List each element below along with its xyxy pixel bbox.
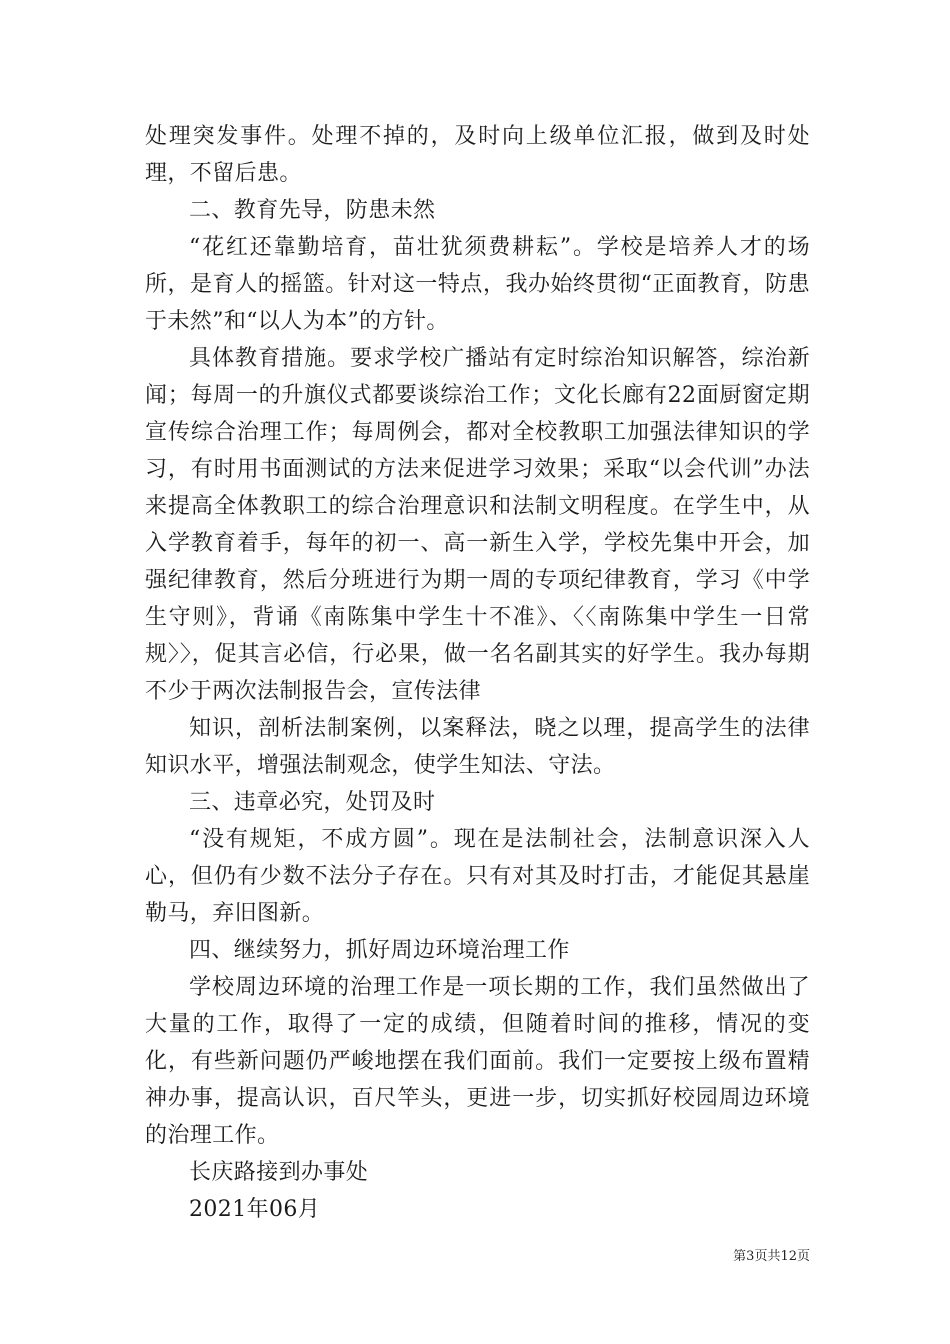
page-number: 第3页共12页 (733, 1249, 810, 1264)
paragraph-intro-continuation: 处理突发事件。处理不掉的，及时向上级单位汇报，做到及时处理，不留后患。 (145, 124, 810, 186)
paragraph-enforcement: “没有规矩，不成方圆”。现在是法制社会，法制意识深入人心，但仍有少数不法分子存在。只有对其及时打击，才能促其悬崖勒马，弃旧图新。 (145, 827, 810, 926)
section-heading-education: 二、教育先导，防患未然 (189, 198, 436, 223)
paragraph-education-intro: “花红还靠勤培育，苗壮犹须费耕耘”。学校是培养人才的场所，是育人的摇篮。针对这一特点，我办始终贯彻“正面教育，防患于未然”和“以人为本”的方针。 (145, 235, 810, 334)
signature-office: 长庆路接到办事处 (189, 1160, 369, 1185)
signature-date: 2021年06月 (189, 1197, 321, 1222)
document-body (145, 118, 810, 1228)
section-heading-enforcement: 三、违章必究，处罚及时 (189, 790, 436, 815)
section-heading-continue: 四、继续努力，抓好周边环境治理工作 (189, 938, 570, 963)
paragraph-continue: 学校周边环境的治理工作是一项长期的工作，我们虽然做出了大量的工作，取得了一定的成绩，但随着时间的推移，情况的变化，有些新问题仍严峻地摆在我们面前。我们一定要按上级布置精神办事，提高认识，百尺竿头，更进一步，切实抓好校园周边环境的治理工作。 (145, 975, 810, 1148)
paragraph-education-measures: 具体教育措施。要求学校广播站有定时综治知识解答，综治新闻；每周一的升旗仪式都要谈综治工作；文化长廊有22面厨窗定期宣传综合治理工作；每周例会，都对全校教职工加强法律知识的学习，有时用书面测试的方法来促进学习效果；采取“以会代训”办法来提高全体教职工的综合治理意识和法制文明程度。在学生中，从入学教育着手，每年的初一、高一新生入学，学校先集中开会，加强纪律教育，然后分班进行为期一周的专项纪律教育，学习《中学生守则》，背诵《南陈集中学生十不准》、〈〈南陈集中学生一日常规〉〉，促其言必信，行必果，做一名名副其实的好学生。我办每期不少于两次法制报告会，宣传法律 (145, 346, 810, 704)
paragraph-education-knowledge: 知识，剖析法制案例，以案释法，晓之以理，提高学生的法律知识水平，增强法制观念，使学生知法、守法。 (145, 716, 810, 778)
